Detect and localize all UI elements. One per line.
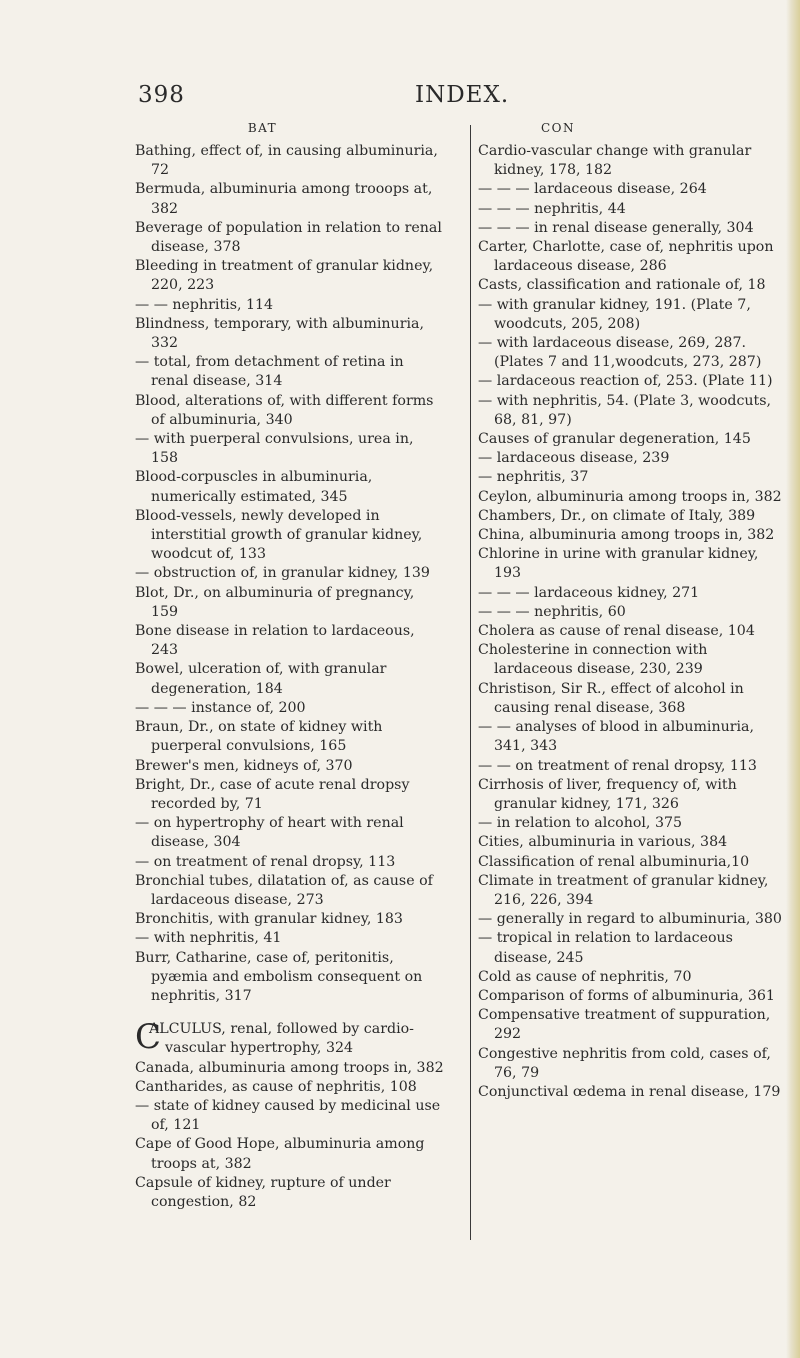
index-entry: — — — nephritis, 44 <box>478 200 626 217</box>
page-number: 398 <box>138 82 185 108</box>
column-divider <box>470 125 471 1240</box>
index-entry: Bleeding in treatment of granular kidney, 220, 223 <box>135 258 434 294</box>
index-entry: Classification of renal albuminuria,10 <box>478 853 750 870</box>
index-entry: — with lardaceous disease, 269, 287. (Plates 7 and 11,woodcuts, 273, 287) <box>478 335 762 371</box>
index-entry: — — — in renal disease generally, 304 <box>478 219 754 236</box>
index-entry: Cantharides, as cause of nephritis, 108 <box>135 1078 417 1095</box>
index-column-right <box>478 117 788 1102</box>
index-entry-text: ALCULUS, renal, followed by cardio-vascular hypertrophy, 324 <box>149 1021 414 1057</box>
index-entry: Blot, Dr., on albuminuria of pregnancy, 159 <box>135 584 415 620</box>
index-entry: Blood-vessels, newly developed in interstitial growth of granular kidney, woodcut of, 133 <box>135 507 423 563</box>
index-entry: Casts, classification and rationale of, 18 <box>478 277 766 294</box>
index-entry: Bright, Dr., case of acute renal dropsy recorded by, 71 <box>135 776 410 812</box>
index-entry: — in relation to alcohol, 375 <box>478 815 683 832</box>
index-entry: Comparison of forms of albuminuria, 361 <box>478 987 775 1004</box>
page-title: INDEX. <box>415 82 510 108</box>
index-entry: — with nephritis, 54. (Plate 3, woodcuts, 68, 81, 97) <box>478 392 772 428</box>
index-entry: Climate in treatment of granular kidney, 216, 226, 394 <box>478 872 769 908</box>
index-entry: Conjunctival œdema in renal disease, 179 <box>478 1083 781 1100</box>
index-entry: — — analyses of blood in albuminuria, 341, 343 <box>478 719 755 755</box>
index-entry: Brewer's men, kidneys of, 370 <box>135 757 353 774</box>
index-entry: — — — instance of, 200 <box>135 699 306 716</box>
index-entry: — on hypertrophy of heart with renal disease, 304 <box>135 815 404 851</box>
index-entry: Cirrhosis of liver, frequency of, with granular kidney, 171, 326 <box>478 776 737 812</box>
index-entry: Blindness, temporary, with albuminuria, 332 <box>135 315 424 352</box>
index-entry: — tropical in relation to lardaceous disease, 245 <box>478 930 733 966</box>
index-entry: Congestive nephritis from cold, cases of, 76, 79 <box>478 1045 771 1081</box>
index-entry: — obstruction of, in granular kidney, 139 <box>135 565 430 582</box>
index-entry: China, albuminuria among troops in, 382 <box>478 527 775 544</box>
index-entry: Braun, Dr., on state of kidney with puerperal convulsions, 165 <box>135 719 383 755</box>
index-entry: Cities, albuminuria in various, 384 <box>478 834 728 851</box>
index-entry: — generally in regard to albuminuria, 380 <box>478 911 782 928</box>
index-entry: Chlorine in urine with granular kidney, 193 <box>478 546 759 582</box>
index-entry: Capsule of kidney, rupture of under congestion, 82 <box>135 1174 391 1210</box>
index-entry: — lardaceous disease, 239 <box>478 450 670 467</box>
index-entry-letter-c <box>135 1017 445 1058</box>
index-entry: Bronchitis, with granular kidney, 183 <box>135 911 403 928</box>
index-entries-left-c <box>135 1059 445 1213</box>
index-entry: Causes of granular degeneration, 145 <box>478 431 751 448</box>
drop-cap-letter: C <box>135 1017 162 1058</box>
index-entry: Bowel, ulceration of, with granular degeneration, 184 <box>135 661 387 697</box>
index-entry: Blood, alterations of, with different forms of albuminuria, 340 <box>135 392 434 428</box>
index-entry: Compensative treatment of suppuration, 292 <box>478 1007 771 1043</box>
column-head-right: CON <box>540 121 576 135</box>
index-entry: — state of kidney caused by medicinal use of, 121 <box>135 1097 441 1134</box>
index-entry: — on treatment of renal dropsy, 113 <box>135 853 396 870</box>
index-entry: Bone disease in relation to lardaceous, 243 <box>135 623 415 659</box>
index-entry: — — — lardaceous disease, 264 <box>478 181 707 198</box>
index-entries-left <box>135 142 445 1006</box>
index-entry: Canada, albuminuria among troops in, 382 <box>135 1059 444 1076</box>
index-entry: Beverage of population in relation to renal disease, 378 <box>135 219 442 256</box>
index-entry: Ceylon, albuminuria among troops in, 382 <box>478 488 782 505</box>
index-entry: — with nephritis, 41 <box>135 930 282 947</box>
index-entry: Cholera as cause of renal disease, 104 <box>478 623 755 640</box>
index-entry: Bathing, effect of, in causing albuminuria, 72 <box>135 143 438 179</box>
index-entry: Burr, Catharine, case of, peritonitis, pyæmia and embolism consequent on nephritis, 317 <box>135 949 423 1004</box>
index-entry: Chambers, Dr., on climate of Italy, 389 <box>478 507 756 524</box>
index-entry: Cholesterine in connection with lardaceous disease, 230, 239 <box>478 642 708 678</box>
index-entry: — total, from detachment of retina in renal disease, 314 <box>135 354 404 390</box>
index-entry: Christison, Sir R., effect of alcohol in causing renal disease, 368 <box>478 680 744 716</box>
index-entry: — — — nephritis, 60 <box>478 603 626 620</box>
index-entries-right <box>478 142 788 1102</box>
page-edge-shadow <box>786 0 800 1358</box>
index-entry: Cape of Good Hope, albuminuria among troops at, 382 <box>135 1136 425 1172</box>
index-entry: Cold as cause of nephritis, 70 <box>478 968 692 985</box>
index-entry: — — on treatment of renal dropsy, 113 <box>478 757 757 774</box>
index-entry: — with granular kidney, 191. (Plate 7, woodcuts, 205, 208) <box>478 296 751 332</box>
index-entry: — with puerperal convulsions, urea in, 158 <box>135 431 414 467</box>
index-entry: — — — lardaceous kidney, 271 <box>478 584 700 601</box>
index-entry: — nephritis, 37 <box>478 469 589 486</box>
column-head-left: BAT <box>247 121 278 135</box>
index-entry: — — nephritis, 114 <box>135 296 274 313</box>
index-entry: Blood-corpuscles in albuminuria, numerically estimated, 345 <box>135 469 373 505</box>
index-entry: Bronchial tubes, dilatation of, as cause of lardaceous disease, 273 <box>135 872 433 908</box>
index-entry: — lardaceous reaction of, 253. (Plate 11) <box>478 373 773 390</box>
page-header <box>0 82 800 112</box>
index-column-left <box>135 117 445 1212</box>
index-entry: Carter, Charlotte, case of, nephritis upon lardaceous disease, 286 <box>478 239 774 275</box>
index-entry: Bermuda, albuminuria among trooops at, 382 <box>135 181 433 217</box>
index-entry: Cardio-vascular change with granular kidney, 178, 182 <box>478 143 752 179</box>
